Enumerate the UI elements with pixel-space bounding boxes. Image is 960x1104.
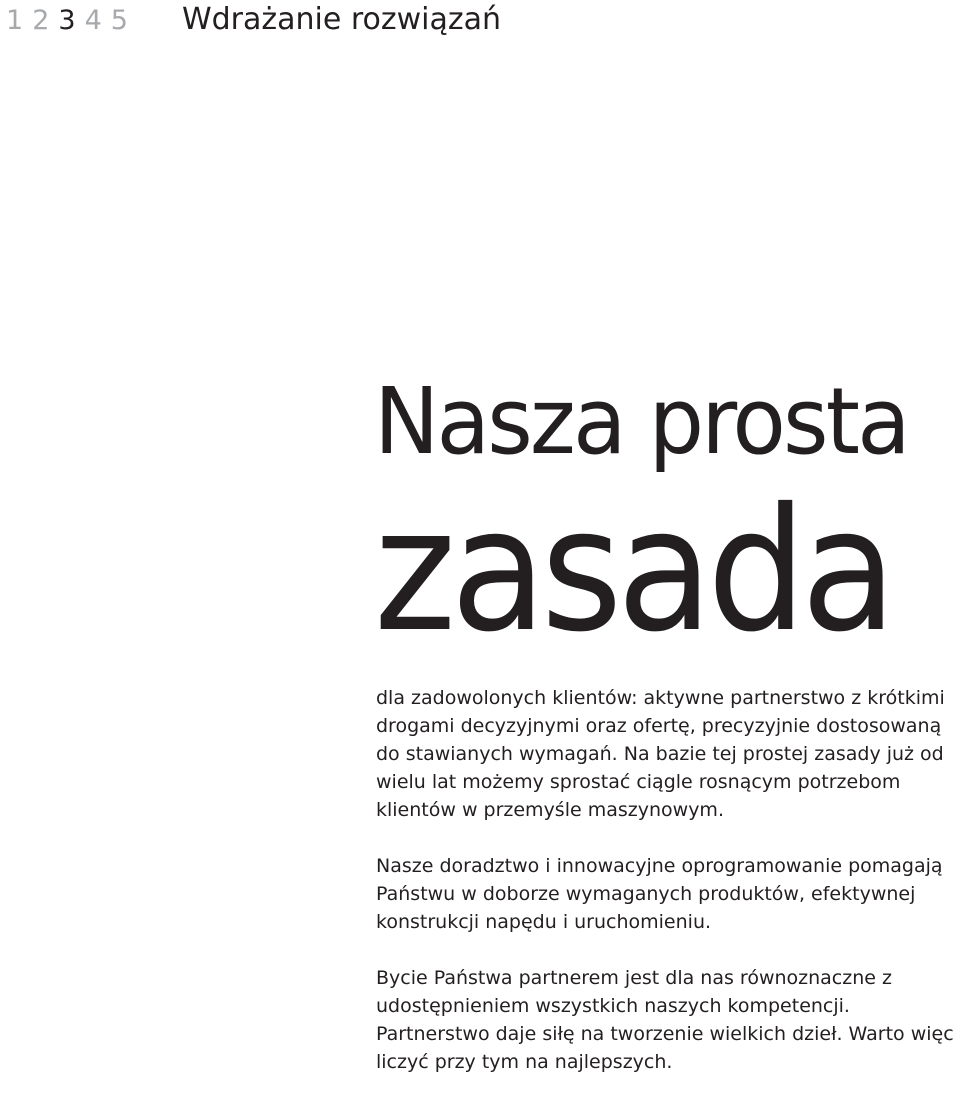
header-bar	[6, 0, 501, 40]
paragraph-2: Nasze doradztwo i innowacyjne oprogramowanie pomagają Państwu w doborze wymaganych produktów, efektywnej konstrukcji napędu i uruchomieniu.	[376, 855, 943, 933]
body-text	[376, 684, 956, 1104]
page-link-2[interactable]: 2	[32, 4, 50, 36]
page-link-4[interactable]: 4	[84, 4, 102, 36]
headline-line-1: Nasza prosta	[374, 368, 908, 475]
paragraph-3: Bycie Państwa partnerem jest dla nas równoznaczne z udostępnieniem wszystkich naszych kompetencji. Partnerstwo daje siłę na tworzenie wielkich dzieł. Warto więc liczyć przy tym na najlepszych.	[376, 967, 954, 1073]
page-link-5[interactable]: 5	[110, 4, 128, 36]
headline	[374, 368, 936, 670]
page-link-3-current[interactable]: 3	[58, 4, 76, 36]
headline-line-2: zasada	[374, 472, 892, 670]
page-link-1[interactable]: 1	[6, 4, 24, 36]
page-navigation	[6, 4, 128, 36]
section-title: Wdrażanie rozwiązań	[181, 2, 502, 37]
paragraph-1: dla zadowolonych klientów: aktywne partnerstwo z krótkimi drogami decyzyjnymi oraz ofertę, precyzyjnie dostosowaną do stawianych wymagań. Na bazie tej prostej zasady już od wielu lat możemy sprostać ciągle rosnącym potrzebom klientów w przemyśle maszynowym.	[376, 687, 945, 821]
